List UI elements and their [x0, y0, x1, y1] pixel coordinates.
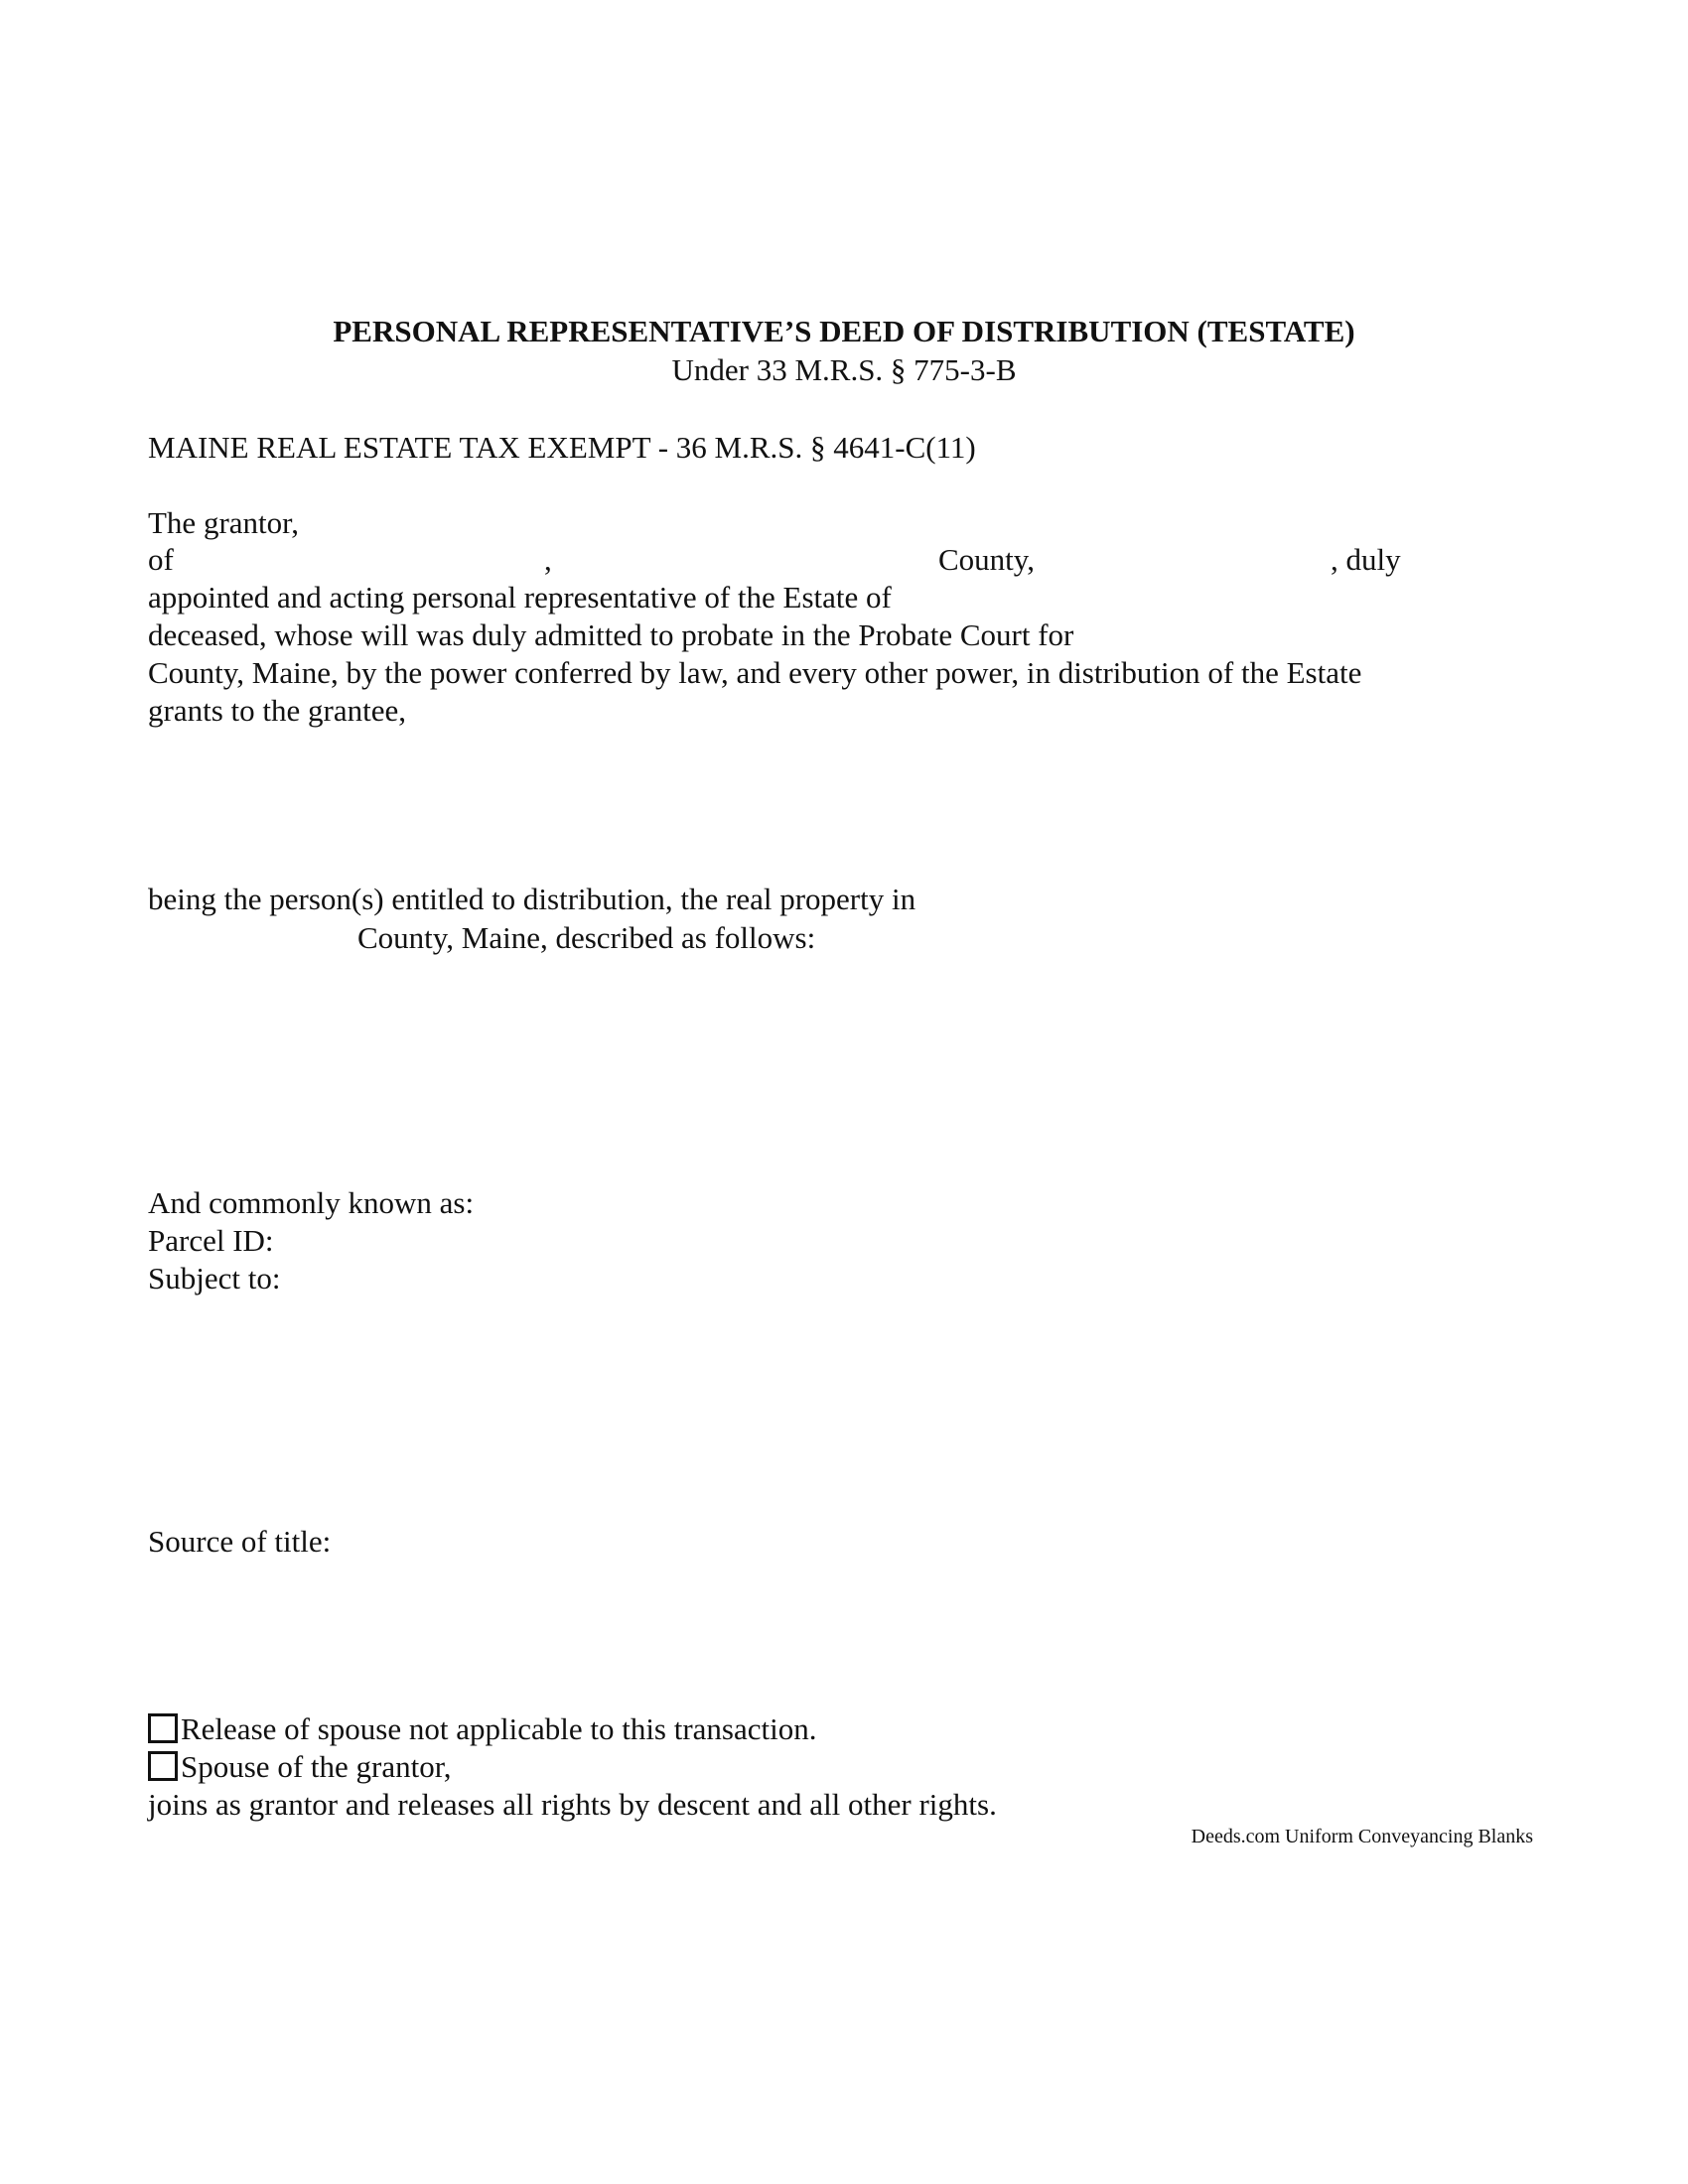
- being-line: being the person(s) entitled to distribution, the real property in: [148, 882, 916, 916]
- joins-release-line: joins as grantor and releases all rights by descent and all other rights.: [148, 1787, 997, 1822]
- subject-to-label: Subject to:: [148, 1261, 281, 1296]
- release-not-applicable-label: Release of spouse not applicable to this transaction.: [181, 1711, 817, 1746]
- county-maine-line: County, Maine, by the power conferred by law, and every other power, in distribution of the Estate: [148, 655, 1362, 690]
- grantor-intro: The grantor,: [148, 505, 299, 540]
- document-subtitle: Under 33 M.R.S. § 775-3-B: [671, 352, 1017, 387]
- spouse-joins-label: Spouse of the grantor,: [181, 1749, 452, 1784]
- footer-credit: Deeds.com Uniform Conveyancing Blanks: [1191, 1826, 1533, 1847]
- county-label: County,: [938, 542, 1036, 577]
- of-label: of: [148, 542, 174, 577]
- commonly-known-label: And commonly known as:: [148, 1185, 475, 1220]
- comma-separator: ,: [544, 542, 552, 577]
- deceased-line: deceased, whose will was duly admitted to probate in the Probate Court for: [148, 617, 1074, 652]
- duly-label: , duly: [1331, 542, 1401, 577]
- release-not-applicable-checkbox[interactable]: [148, 1713, 178, 1743]
- appointed-line: appointed and acting personal representative of the Estate of: [148, 580, 892, 614]
- parcel-id-label: Parcel ID:: [148, 1223, 274, 1258]
- grants-line: grants to the grantee,: [148, 693, 406, 728]
- source-of-title-label: Source of title:: [148, 1524, 332, 1559]
- described-line: County, Maine, described as follows:: [357, 920, 816, 955]
- tax-exempt-line: MAINE REAL ESTATE TAX EXEMPT - 36 M.R.S. § 4641-C(11): [148, 430, 976, 465]
- document-title: PERSONAL REPRESENTATIVE’S DEED OF DISTRIBUTION (TESTATE): [333, 314, 1355, 348]
- spouse-joins-checkbox[interactable]: [148, 1751, 178, 1781]
